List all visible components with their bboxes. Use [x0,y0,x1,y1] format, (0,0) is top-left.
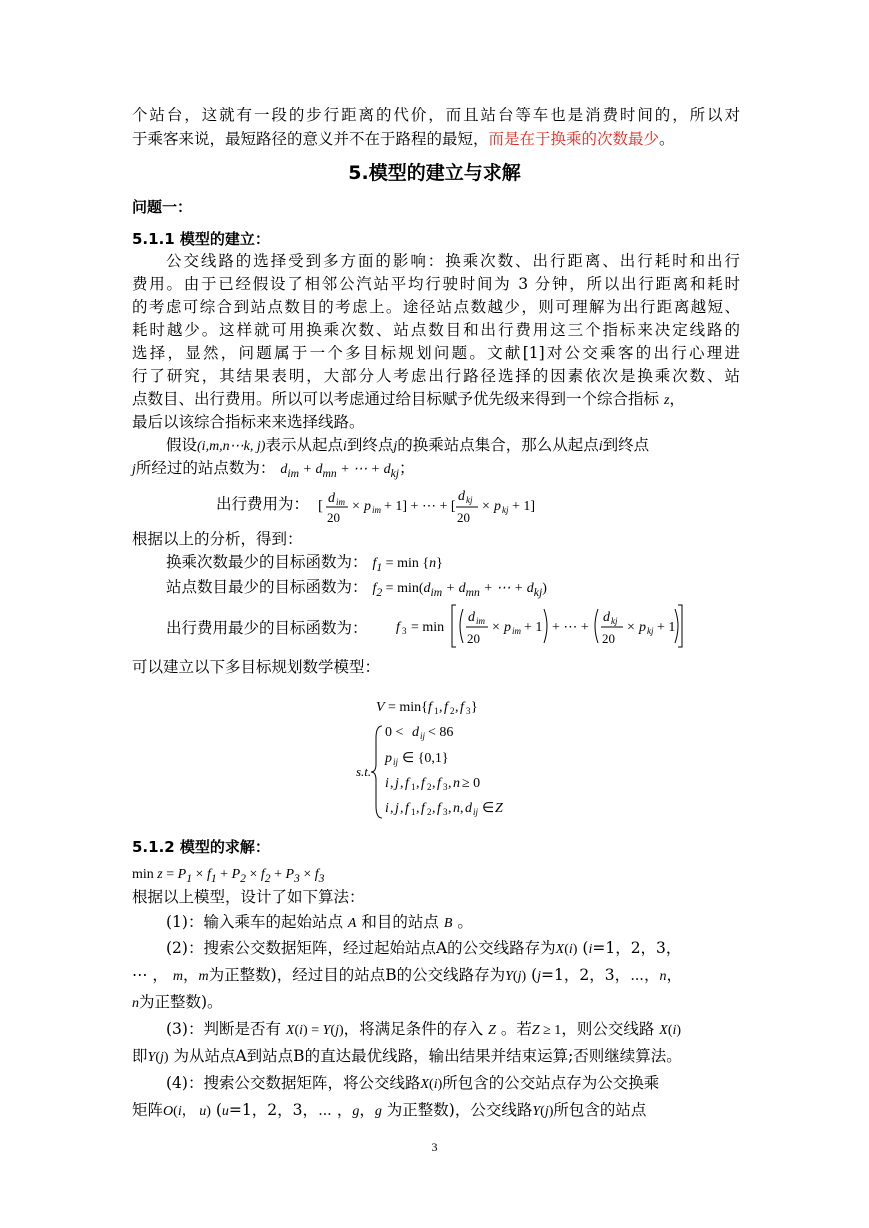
highlighted-text: 而是在于换乘的次数最少 [488,130,660,148]
svg-text:}: } [471,700,478,715]
svg-text:3: 3 [466,706,471,716]
svg-text:+ 1]: + 1] [512,499,536,514]
svg-text:,: , [432,776,436,791]
svg-text:3: 3 [443,782,448,792]
svg-text:,: , [400,776,404,791]
svg-text:d: d [412,725,419,740]
var-A: A [347,916,357,931]
svg-text:,: , [432,801,436,816]
svg-text:20: 20 [467,631,480,646]
svg-text:= min: = min [411,620,445,635]
svg-text:,: , [390,801,394,816]
svg-text:im: im [336,497,345,507]
svg-text:×: × [627,620,635,635]
svg-text:2: 2 [427,807,432,817]
s4b: 所包含的公交站点存为公交换乘 [442,1074,660,1092]
para1-line-6: 行了研究，其结果表明，大部分人考虑出行路径选择的因素依次是换乘次数、站 [132,367,740,385]
svg-text:≥ 0: ≥ 0 [462,776,481,791]
svg-text:p: p [639,620,646,635]
objective-2 [166,576,774,604]
para1-line-4: 耗时越少。这样就可用换乘次数、站点数目和出行费用这三个指标来决定线路的 [132,321,740,339]
svg-text:f: f [396,620,400,635]
svg-text:= min{: = min{ [388,700,428,715]
svg-text:,: , [448,801,452,816]
svg-text:im: im [512,626,521,636]
svg-text:,: , [416,776,420,791]
step-3-line-1: (3)：判断是否有 X(i) = Y(j)，将满足条件的存入 Z 。若Z ≥ 1，则公交线路 X(i) [166,1020,682,1038]
para1-line-8: 最后以该综合指标来来选择线路。 [132,413,365,431]
svg-text:i: i [385,776,389,791]
svg-text:,: , [439,700,443,715]
para2-line-2 [132,457,740,485]
svg-text:d: d [465,801,472,816]
step-4-line-1: (4)：搜索公交数据矩阵，将公交线路X(i)所包含的公交站点存为公交换乘 [166,1074,660,1092]
s2l2d: ( [531,966,538,984]
step-3-line-2: 即Y(j) 为从站点A到站点B的直达最优线路，输出结果并结束运算;否则继续算法。 [132,1047,682,1065]
svg-text:1: 1 [434,706,439,716]
p2d: 的换乘站点集合，那么从起点 [397,436,599,454]
station-count-formula: $d_{im} + d_{mn}$ + ⋯ + $d_{kj}$ [280,462,400,480]
svg-text:20: 20 [457,510,470,525]
s3l2a: 即 [132,1047,148,1065]
subsection-heading-solution: 5.1.2 模型的求解： [132,838,270,856]
obj1-label: 换乘次数最少的目标函数为： [166,553,368,571]
svg-text:,: , [400,801,404,816]
para1-line-5: 选择，显然，问题属于一个多目标规划问题。文献[1]对公交乘客的出行心理进 [132,344,740,362]
s4l2a: 矩阵 [132,1101,164,1119]
s3d: ，则公交线路 [561,1020,655,1038]
svg-text:∈: ∈ [482,801,495,816]
step-1 [166,911,774,935]
svg-text:f: f [405,801,409,816]
s2l2a: ⋯ ， [132,966,168,984]
subsection-heading-model: 5.1.1 模型的建立： [132,230,270,248]
multi-objective-model [352,694,542,824]
svg-text:3: 3 [402,626,407,636]
objective-3-label: 出行费用最少的目标函数为： [166,619,368,637]
svg-text:p: p [385,751,392,766]
svg-text:×: × [492,620,500,635]
svg-text:j: j [395,776,399,791]
svg-text:,: , [448,776,452,791]
s4l2b: ( [215,1101,222,1119]
algorithm-intro: 根据以上模型，设计了如下算法： [132,888,365,906]
svg-text:p: p [364,499,371,514]
svg-text:[: [ [318,498,323,514]
svg-text:n: n [453,801,460,816]
svg-text:0 <: 0 < [385,725,404,740]
svg-text:p: p [504,620,511,635]
para1-line-7-text: 点数目、出行费用。所以可以考虑通过给目标赋予优先级来得到一个综合指标 [132,390,660,408]
para1-line-2: 费用。由于已经假设了相邻公汽站平均行驶时间为 3 分钟，所以出行距离和耗时 [132,275,740,293]
svg-text:kj: kj [502,505,509,515]
svg-text:1: 1 [411,782,416,792]
svg-text:kj: kj [466,495,473,505]
page-number: 3 [431,1140,438,1154]
s4l2f: 所包含的站点 [553,1101,647,1119]
svg-text:×: × [482,499,490,514]
s2l3: 为正整数)。 [139,993,223,1011]
svg-text:∈ {0,1}: ∈ {0,1} [402,751,449,766]
svg-text:j: j [395,801,399,816]
svg-text:V: V [376,700,385,715]
s4l2c: =1，2，3，⋯ ， [228,1101,353,1119]
p2a: 假设 [166,436,198,454]
svg-text:f: f [437,801,441,816]
var-j: j [393,439,398,454]
s1-end: 。 [457,913,473,931]
var-B: B [443,916,453,931]
intro-line-1: 个站台，这就有一段的步行距离的代价，而且站台等车也是消费时间的，所以对 [132,106,740,124]
svg-text:f: f [444,700,448,715]
svg-text:20: 20 [602,631,615,646]
svg-text:+ 1: + 1 [524,620,543,635]
fee-label: 出行费用为： [216,495,310,513]
s2a: (2)：搜索公交数据矩阵，经过起始站点A的公交线路存为 [166,939,556,957]
svg-text:f: f [428,700,432,715]
var-i: i [342,439,347,454]
svg-text:im: im [372,505,381,515]
s2l2e: =1，2，3，⋯， [541,966,660,984]
transfer-set: (i,m,n⋯k, j) [197,439,266,454]
svg-text:20: 20 [327,510,340,525]
var-z: z [663,393,670,408]
svg-text:d: d [458,489,465,504]
svg-text:×: × [352,499,360,514]
s1: (1)：输入乘车的起始站点 [166,913,343,931]
svg-text:kj: kj [611,616,618,626]
svg-text:+ ⋯ +: + ⋯ + [552,620,589,635]
svg-text:f: f [405,776,409,791]
svg-text:n: n [453,776,460,791]
obj2-label: 站点数目最少的目标函数为： [166,578,368,596]
s2l2c: 为正整数)，经过目的站点B的公交线路存为 [208,966,506,984]
p2-semicolon: ； [399,459,415,477]
svg-text:,: , [416,801,420,816]
svg-text:f: f [421,776,425,791]
svg-text:f: f [437,776,441,791]
svg-text:Z: Z [495,801,503,816]
para1-line-1: 公交线路的选择受到多方面的影响：换乘次数、出行距离、出行耗时和出行 [166,252,740,270]
svg-text:p: p [494,499,501,514]
svg-text:2: 2 [427,782,432,792]
svg-text:ij: ij [393,757,399,767]
svg-text:,: , [390,776,394,791]
s4l2e: 为正整数)，公交线路 [386,1101,533,1119]
svg-text:ij: ij [420,731,426,741]
s1-mid: 和目的站点 [361,913,439,931]
para1-line-7: 点数目、出行费用。所以可以考虑通过给目标赋予优先级来得到一个综合指标 z， [132,390,685,408]
svg-text:f: f [421,801,425,816]
p2e: 到终点 [602,436,650,454]
svg-text:3: 3 [443,807,448,817]
svg-text:kj: kj [647,626,654,636]
p2b: 表示从起点 [265,436,343,454]
s2l2b: ， [183,966,199,984]
svg-text:< 86: < 86 [428,725,454,740]
problem-heading: 问题一： [132,198,193,216]
svg-text:+ 1: + 1 [657,620,676,635]
var-j: j [132,462,136,477]
svg-text:s.t.: s.t. [356,764,372,779]
svg-text:d: d [328,491,335,506]
s2c: =1，2，3， [592,939,682,957]
s2b: ( [582,939,589,957]
svg-text:d: d [603,610,610,625]
svg-text:,: , [460,801,464,816]
objective-1-formula: $f_1 = \min \{n\}$ [372,556,443,574]
p2c: 到终点 [346,436,394,454]
objective-2-formula: $f_2 = \min(d_{im} + d_{mn}$ + ⋯ + $d_{kj}$) [372,581,547,599]
step-2-line-2: ⋯ ， m，m为正整数)，经过目的站点B的公交线路存为Y(j) (j=1，2，3，⋯，n， [132,966,683,984]
intro-line-2 [132,128,740,150]
fee-formula [318,482,538,528]
var-i: i [598,439,603,454]
objective-1 [166,551,774,579]
svg-text:ij: ij [473,807,479,817]
intro-end: 。 [659,130,675,148]
min-z-formula: $\min z = P_1 \times f_1 + P_2 \times f_2 + P_3 \times f_3$ [132,867,325,885]
section-title: 5.模型的建立与求解 [348,162,521,184]
svg-text:,: , [455,700,459,715]
model-intro: 可以建立以下多目标规划数学模型： [132,658,381,676]
s4a: (4)：搜索公交数据矩阵，将公交线路 [166,1074,421,1092]
s4l2d: ， [359,1101,375,1119]
para2-line-1 [166,434,774,458]
s2l2f: ， [666,966,683,984]
intro-text: 于乘客来说，最短路径的意义并不在于路程的最短， [132,130,489,148]
analysis-text: 根据以上的分析，得到： [132,530,303,548]
svg-text:d: d [468,610,475,625]
svg-text:1: 1 [411,807,416,817]
svg-text:+ 1] + ⋯ + [: + 1] + ⋯ + [ [384,499,456,514]
step-2-line-3: n为正整数)。 [132,993,223,1011]
para1-line-3: 的考虑可综合到站点数目的考虑上。途径站点数越少，则可理解为出行距离越短、 [132,298,740,316]
p2f: 所经过的站点数为： [135,459,276,477]
step-4-line-2: 矩阵O(i， u) (u=1，2，3，⋯ ，g，g 为正整数)，公交线路Y(j)所包含的站点 [132,1101,647,1119]
svg-text:f: f [460,700,464,715]
s3a: (3)：判断是否有 [166,1020,281,1038]
step-2-line-1: (2)：搜索公交数据矩阵，经过起始站点A的公交线路存为X(i) (i=1，2，3， [166,939,682,957]
s3l2b: 为从站点A到站点B的直达最优线路，输出结果并结束运算;否则继续算法。 [173,1047,682,1065]
svg-text:im: im [476,616,485,626]
objective-3-formula [396,601,686,651]
s3c: 。若 [500,1020,532,1038]
svg-text:2: 2 [450,706,455,716]
s3b: ，将满足条件的存入 [343,1020,484,1038]
svg-text:i: i [385,801,389,816]
